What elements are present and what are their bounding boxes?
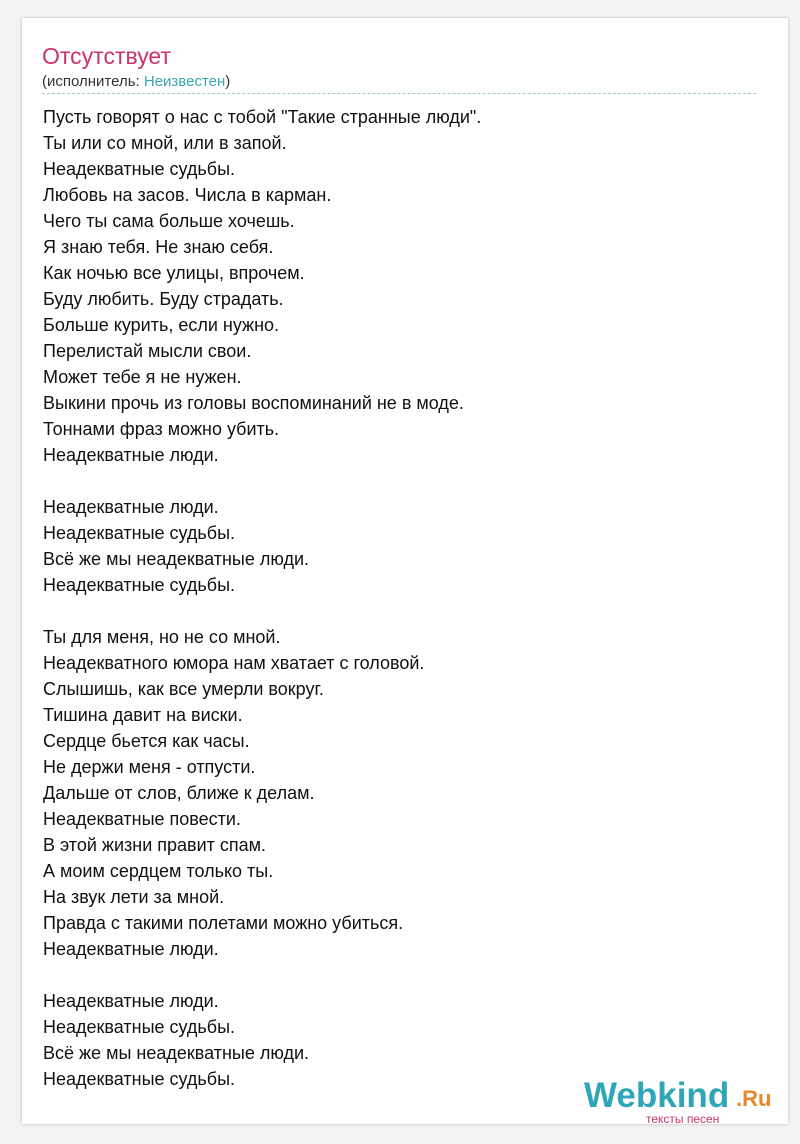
lyrics-line: Неадекватные судьбы. (43, 523, 236, 543)
lyrics-line: Неадекватного юмора нам хватает с головой. (43, 653, 425, 673)
lyrics-line: Пусть говорят о нас с тобой "Такие странные люди". (43, 107, 482, 127)
lyrics-line: Как ночью все улицы, впрочем. (43, 263, 305, 283)
lyrics-line: Неадекватные судьбы. (43, 575, 236, 595)
site-logo[interactable] (584, 1076, 784, 1126)
performer-suffix: ) (225, 73, 231, 90)
lyrics-line: Тишина давит на виски. (43, 705, 243, 725)
logo-tld: .Ru (736, 1086, 772, 1111)
lyrics-line: Всё же мы неадекватные люди. (43, 549, 310, 569)
performer-prefix: (исполнитель: (42, 73, 144, 90)
lyrics-line: Правда с такими полетами можно убиться. (43, 913, 404, 933)
lyrics-line: Неадекватные люди. (43, 991, 219, 1011)
lyrics-line: Не держи меня - отпусти. (43, 757, 256, 777)
lyrics-line: На звук лети за мной. (43, 887, 225, 907)
logo-tagline: тексты песен (646, 1112, 720, 1126)
lyrics-line: Сердце бьется как часы. (43, 731, 250, 751)
lyrics-line: Я знаю тебя. Не знаю себя. (43, 237, 274, 257)
lyrics-line: Неадекватные люди. (43, 497, 219, 517)
lyrics-line: Неадекватные люди. (43, 939, 219, 959)
lyrics-text (43, 104, 743, 1092)
logo-word: Webkind (584, 1076, 730, 1115)
performer-line (42, 73, 230, 91)
lyrics-line: В этой жизни правит спам. (43, 835, 267, 855)
song-title: Отсутствует (42, 43, 171, 69)
lyrics-line: Перелистай мысли свои. (43, 341, 252, 361)
lyrics-line: Любовь на засов. Числа в карман. (43, 185, 332, 205)
lyrics-blank-line (43, 962, 743, 988)
lyrics-line: Дальше от слов, ближе к делам. (43, 783, 315, 803)
lyrics-line: Всё же мы неадекватные люди. (43, 1043, 310, 1063)
lyrics-blank-line (43, 598, 743, 624)
title-divider (42, 93, 756, 94)
lyrics-line: Неадекватные судьбы. (43, 1017, 236, 1037)
lyrics-line: Ты для меня, но не со мной. (43, 627, 281, 647)
lyrics-line: Неадекватные повести. (43, 809, 241, 829)
lyrics-line: Неадекватные люди. (43, 445, 219, 465)
artist-link[interactable]: Неизвестен (143, 73, 226, 90)
lyrics-line: Ты или со мной, или в запой. (43, 133, 287, 153)
lyrics-line: Может тебе я не нужен. (43, 367, 242, 387)
lyrics-line: А моим сердцем только ты. (43, 861, 274, 881)
lyrics-line: Неадекватные судьбы. (43, 1069, 236, 1089)
lyrics-line: Выкини прочь из головы воспоминаний не в моде. (43, 393, 464, 413)
lyrics-line: Больше курить, если нужно. (43, 315, 280, 335)
lyrics-blank-line (43, 468, 743, 494)
lyrics-line: Неадекватные судьбы. (43, 159, 236, 179)
page-edge (790, 0, 800, 1144)
lyrics-line: Тоннами фраз можно убить. (43, 419, 280, 439)
lyrics-line: Буду любить. Буду страдать. (43, 289, 284, 309)
lyrics-line: Слышишь, как все умерли вокруг. (43, 679, 324, 699)
lyrics-line: Чего ты сама больше хочешь. (43, 211, 295, 231)
